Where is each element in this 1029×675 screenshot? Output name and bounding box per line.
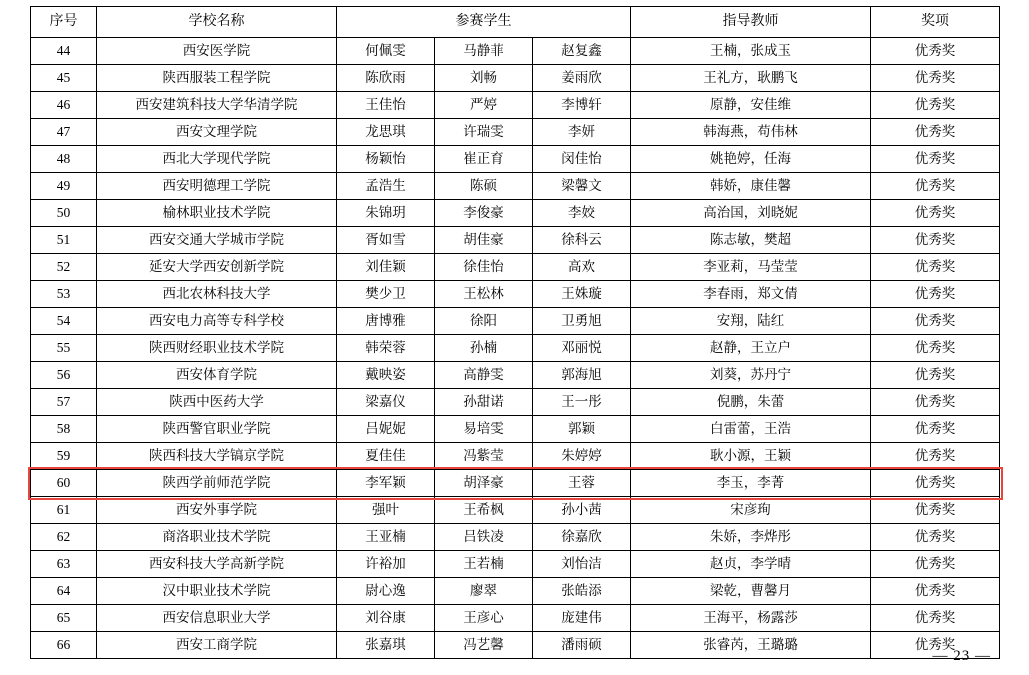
cell-index: 46 [31, 92, 97, 119]
cell-student-3: 王蓉 [533, 470, 631, 497]
cell-student-2: 王希枫 [435, 497, 533, 524]
table-header [31, 7, 1000, 38]
cell-school: 西安明德理工学院 [97, 173, 337, 200]
cell-student-1: 孟浩生 [337, 173, 435, 200]
table-row [31, 308, 1000, 335]
cell-teacher: 白雷蕾，王浩 [631, 416, 871, 443]
table-row [31, 200, 1000, 227]
table-row [31, 416, 1000, 443]
cell-index: 49 [31, 173, 97, 200]
cell-index: 66 [31, 632, 97, 659]
cell-award: 优秀奖 [871, 227, 1000, 254]
cell-student-3: 高欢 [533, 254, 631, 281]
cell-student-3: 徐嘉欣 [533, 524, 631, 551]
cell-school: 西安文理学院 [97, 119, 337, 146]
cell-award: 优秀奖 [871, 146, 1000, 173]
cell-index: 47 [31, 119, 97, 146]
cell-student-2: 冯紫莹 [435, 443, 533, 470]
cell-student-3: 王一彤 [533, 389, 631, 416]
table-row [31, 497, 1000, 524]
cell-student-1: 强叶 [337, 497, 435, 524]
cell-school: 商洛职业技术学院 [97, 524, 337, 551]
cell-student-3: 郭颖 [533, 416, 631, 443]
cell-teacher: 陈志敏，樊超 [631, 227, 871, 254]
cell-student-2: 严婷 [435, 92, 533, 119]
cell-student-1: 杨颖怡 [337, 146, 435, 173]
cell-award: 优秀奖 [871, 605, 1000, 632]
cell-student-2: 高静雯 [435, 362, 533, 389]
cell-index: 48 [31, 146, 97, 173]
cell-index: 51 [31, 227, 97, 254]
cell-student-3: 刘怡洁 [533, 551, 631, 578]
cell-student-1: 王亚楠 [337, 524, 435, 551]
table-row [31, 281, 1000, 308]
table-row [31, 92, 1000, 119]
cell-award: 优秀奖 [871, 551, 1000, 578]
cell-index: 52 [31, 254, 97, 281]
cell-index: 60 [31, 470, 97, 497]
header-students: 参赛学生 [337, 7, 631, 38]
cell-school: 陕西服装工程学院 [97, 65, 337, 92]
cell-teacher: 王楠，张成玉 [631, 38, 871, 65]
cell-student-1: 陈欣雨 [337, 65, 435, 92]
award-table [30, 6, 1000, 659]
cell-award: 优秀奖 [871, 443, 1000, 470]
cell-award: 优秀奖 [871, 335, 1000, 362]
cell-student-1: 刘谷康 [337, 605, 435, 632]
cell-school: 陕西学前师范学院 [97, 470, 337, 497]
cell-teacher: 耿小源，王颖 [631, 443, 871, 470]
cell-student-2: 王松林 [435, 281, 533, 308]
cell-award: 优秀奖 [871, 38, 1000, 65]
cell-school: 西安体育学院 [97, 362, 337, 389]
cell-school: 西北大学现代学院 [97, 146, 337, 173]
cell-student-3: 梁馨文 [533, 173, 631, 200]
cell-index: 54 [31, 308, 97, 335]
table-row [31, 443, 1000, 470]
cell-award: 优秀奖 [871, 65, 1000, 92]
cell-school: 西安外事学院 [97, 497, 337, 524]
table-row [31, 470, 1000, 497]
cell-student-1: 张嘉琪 [337, 632, 435, 659]
cell-student-3: 闵佳怡 [533, 146, 631, 173]
table-row [31, 65, 1000, 92]
cell-student-3: 王姝璇 [533, 281, 631, 308]
cell-student-1: 韩荣蓉 [337, 335, 435, 362]
cell-student-3: 赵复鑫 [533, 38, 631, 65]
cell-student-2: 崔正育 [435, 146, 533, 173]
table-row [31, 173, 1000, 200]
cell-award: 优秀奖 [871, 632, 1000, 659]
table-row [31, 551, 1000, 578]
cell-student-2: 马静菲 [435, 38, 533, 65]
cell-teacher: 梁乾，曹馨月 [631, 578, 871, 605]
cell-award: 优秀奖 [871, 173, 1000, 200]
table-row [31, 335, 1000, 362]
cell-award: 优秀奖 [871, 524, 1000, 551]
cell-student-3: 朱婷婷 [533, 443, 631, 470]
table-row [31, 227, 1000, 254]
cell-student-1: 樊少卫 [337, 281, 435, 308]
cell-student-1: 许裕加 [337, 551, 435, 578]
cell-student-1: 夏佳佳 [337, 443, 435, 470]
cell-award: 优秀奖 [871, 281, 1000, 308]
cell-award: 优秀奖 [871, 497, 1000, 524]
cell-award: 优秀奖 [871, 416, 1000, 443]
cell-school: 西安交通大学城市学院 [97, 227, 337, 254]
cell-student-3: 邓丽悦 [533, 335, 631, 362]
cell-award: 优秀奖 [871, 578, 1000, 605]
cell-student-1: 朱锦玥 [337, 200, 435, 227]
cell-student-3: 郭海旭 [533, 362, 631, 389]
table-row [31, 605, 1000, 632]
cell-index: 50 [31, 200, 97, 227]
cell-student-2: 廖翠 [435, 578, 533, 605]
table-row [31, 389, 1000, 416]
cell-teacher: 李春雨，郑文倩 [631, 281, 871, 308]
cell-index: 55 [31, 335, 97, 362]
table-body [31, 38, 1000, 659]
cell-index: 44 [31, 38, 97, 65]
cell-award: 优秀奖 [871, 254, 1000, 281]
cell-student-3: 张皓添 [533, 578, 631, 605]
cell-student-3: 庞建伟 [533, 605, 631, 632]
table-row [31, 254, 1000, 281]
cell-index: 56 [31, 362, 97, 389]
cell-student-2: 冯艺馨 [435, 632, 533, 659]
cell-student-2: 李俊豪 [435, 200, 533, 227]
cell-student-2: 徐佳怡 [435, 254, 533, 281]
cell-teacher: 赵贞，李学晴 [631, 551, 871, 578]
cell-student-1: 梁嘉仪 [337, 389, 435, 416]
cell-teacher: 高治国，刘晓妮 [631, 200, 871, 227]
table-row [31, 578, 1000, 605]
cell-student-3: 卫勇旭 [533, 308, 631, 335]
cell-index: 57 [31, 389, 97, 416]
header-index: 序号 [31, 7, 97, 38]
table-row [31, 632, 1000, 659]
cell-index: 62 [31, 524, 97, 551]
cell-student-2: 孙楠 [435, 335, 533, 362]
cell-student-1: 唐博雅 [337, 308, 435, 335]
cell-teacher: 赵静，王立户 [631, 335, 871, 362]
cell-index: 61 [31, 497, 97, 524]
cell-student-2: 徐阳 [435, 308, 533, 335]
header-teacher: 指导教师 [631, 7, 871, 38]
table-header-row [31, 7, 1000, 38]
cell-index: 59 [31, 443, 97, 470]
cell-award: 优秀奖 [871, 200, 1000, 227]
cell-student-1: 何佩雯 [337, 38, 435, 65]
cell-school: 西安工商学院 [97, 632, 337, 659]
cell-award: 优秀奖 [871, 92, 1000, 119]
cell-teacher: 朱娇，李烨彤 [631, 524, 871, 551]
table-row [31, 524, 1000, 551]
cell-index: 64 [31, 578, 97, 605]
cell-teacher: 韩娇，康佳馨 [631, 173, 871, 200]
table-row [31, 38, 1000, 65]
cell-teacher: 安翔，陆红 [631, 308, 871, 335]
cell-student-2: 易培雯 [435, 416, 533, 443]
cell-student-3: 李姣 [533, 200, 631, 227]
cell-school: 西安建筑科技大学华清学院 [97, 92, 337, 119]
cell-award: 优秀奖 [871, 362, 1000, 389]
cell-school: 陕西财经职业技术学院 [97, 335, 337, 362]
cell-student-2: 吕铁凌 [435, 524, 533, 551]
cell-award: 优秀奖 [871, 119, 1000, 146]
table-row [31, 146, 1000, 173]
cell-school: 陕西中医药大学 [97, 389, 337, 416]
cell-student-3: 姜雨欣 [533, 65, 631, 92]
cell-school: 西安科技大学高新学院 [97, 551, 337, 578]
cell-teacher: 张睿芮，王璐璐 [631, 632, 871, 659]
cell-school: 西安信息职业大学 [97, 605, 337, 632]
header-award: 奖项 [871, 7, 1000, 38]
cell-teacher: 王海平，杨露莎 [631, 605, 871, 632]
cell-student-3: 李妍 [533, 119, 631, 146]
cell-student-2: 王彦心 [435, 605, 533, 632]
cell-student-3: 徐科云 [533, 227, 631, 254]
cell-student-1: 戴映姿 [337, 362, 435, 389]
cell-index: 58 [31, 416, 97, 443]
cell-school: 榆林职业技术学院 [97, 200, 337, 227]
cell-teacher: 李玉，李菁 [631, 470, 871, 497]
cell-school: 西北农林科技大学 [97, 281, 337, 308]
cell-teacher: 宋彦珣 [631, 497, 871, 524]
cell-school: 陕西警官职业学院 [97, 416, 337, 443]
cell-teacher: 刘葵，苏丹宁 [631, 362, 871, 389]
cell-student-2: 陈硕 [435, 173, 533, 200]
cell-teacher: 王礼方，耿鹏飞 [631, 65, 871, 92]
cell-student-2: 胡佳豪 [435, 227, 533, 254]
page-number: — 23 — [932, 648, 991, 664]
cell-award: 优秀奖 [871, 470, 1000, 497]
cell-student-3: 潘雨硕 [533, 632, 631, 659]
cell-index: 45 [31, 65, 97, 92]
cell-student-1: 尉心逸 [337, 578, 435, 605]
cell-school: 西安电力高等专科学校 [97, 308, 337, 335]
cell-student-2: 胡泽豪 [435, 470, 533, 497]
cell-student-2: 王若楠 [435, 551, 533, 578]
cell-teacher: 韩海燕，苟伟林 [631, 119, 871, 146]
cell-student-1: 龙思琪 [337, 119, 435, 146]
cell-school: 延安大学西安创新学院 [97, 254, 337, 281]
cell-teacher: 李亚莉，马莹莹 [631, 254, 871, 281]
cell-school: 陕西科技大学镐京学院 [97, 443, 337, 470]
cell-school: 汉中职业技术学院 [97, 578, 337, 605]
cell-student-1: 刘佳颖 [337, 254, 435, 281]
cell-student-2: 刘畅 [435, 65, 533, 92]
cell-index: 53 [31, 281, 97, 308]
cell-award: 优秀奖 [871, 389, 1000, 416]
cell-student-2: 孙甜诺 [435, 389, 533, 416]
cell-index: 63 [31, 551, 97, 578]
cell-student-3: 李博轩 [533, 92, 631, 119]
header-school: 学校名称 [97, 7, 337, 38]
cell-school: 西安医学院 [97, 38, 337, 65]
table-row [31, 362, 1000, 389]
cell-teacher: 倪鹏，朱蕾 [631, 389, 871, 416]
cell-student-2: 许瑞雯 [435, 119, 533, 146]
cell-teacher: 原静，安佳维 [631, 92, 871, 119]
cell-student-1: 胥如雪 [337, 227, 435, 254]
cell-index: 65 [31, 605, 97, 632]
cell-student-1: 王佳怡 [337, 92, 435, 119]
cell-student-1: 吕妮妮 [337, 416, 435, 443]
cell-student-3: 孙小茜 [533, 497, 631, 524]
cell-teacher: 姚艳婷，任海 [631, 146, 871, 173]
cell-student-1: 李军颖 [337, 470, 435, 497]
table-row [31, 119, 1000, 146]
cell-award: 优秀奖 [871, 308, 1000, 335]
